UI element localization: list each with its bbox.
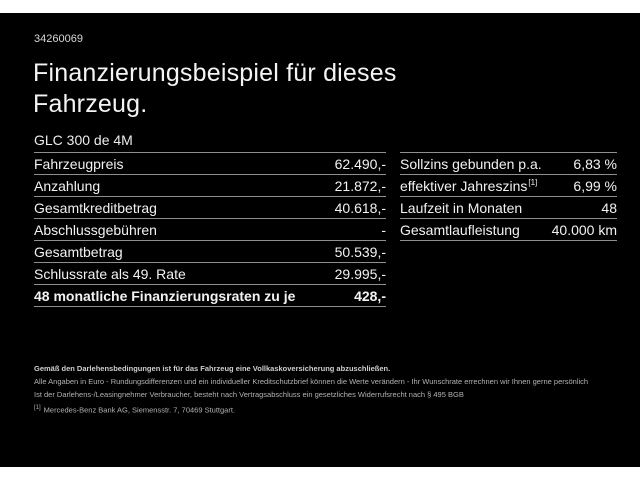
row-value: 428,- [354,287,386,304]
legal-line-withdrawal: Ist der Darlehens-/Leasingnehmer Verbraucher, besteht nach Vertragsabschluss ein gesetzliches Widerrufsrecht nach § 495 BGB [34,390,464,399]
row-value: 6,83 % [573,155,617,172]
table-row [34,152,386,174]
offer-id: 34260069 [34,33,83,45]
page-title-line2: Fahrzeug. [33,90,148,118]
row-value: 62.490,- [334,155,386,172]
row-value: 29.995,- [334,265,386,282]
table-row [34,240,386,262]
legal-line-insurance: Gemäß den Darlehensbedingungen ist für das Fahrzeug eine Vollkaskoversicherung abzuschließen. [34,364,391,373]
row-label: Abschlussgebühren [34,221,157,238]
legal-line-disclaimer: Alle Angaben in Euro - Rundungsdifferenzen und ein individueller Kreditschutzbrief können die Werte verändern - Ihr Wunschrate errechnen wir Ihnen gerne persönlich [34,377,589,386]
row-value: 21.872,- [334,177,386,194]
footnote-marker: [1] [34,405,41,411]
row-value: 50.539,- [334,243,386,260]
legal-text [34,362,614,401]
footnote-text: Mercedes-Benz Bank AG, Siemensstr. 7, 70469 Stuttgart. [43,405,236,415]
table-row [34,218,386,240]
row-label: Gesamtbetrag [34,243,123,260]
table-row [400,218,617,240]
row-label: Schlussrate als 49. Rate [34,265,186,282]
financing-slide [0,13,640,467]
row-label: Laufzeit in Monaten [400,199,523,216]
row-value: 48 [601,199,617,216]
footnote-ref: [1] [528,177,538,187]
table-row [400,196,617,218]
table-row-monthly-rate [34,284,386,306]
row-value: 40.618,- [334,199,386,216]
row-label: effektiver Jahreszins[1] [400,177,538,194]
table-row [400,152,617,174]
conditions-table [400,152,617,241]
row-value: 6,99 % [573,177,617,194]
row-label: Sollzins gebunden p.a. [400,155,542,172]
table-row [34,174,386,196]
row-label: Anzahlung [34,177,101,194]
table-row [400,174,617,196]
financing-table [34,152,386,307]
row-label: Fahrzeugpreis [34,155,124,172]
vehicle-model: GLC 300 de 4M [34,132,133,148]
row-label: Gesamtkreditbetrag [34,199,157,216]
row-label: Gesamtlaufleistung [400,221,520,238]
page-title-line1: Finanzierungsbeispiel für dieses [33,59,397,87]
row-label: 48 monatliche Finanzierungsraten zu je [34,287,296,304]
table-row [34,196,386,218]
footnote [34,405,235,415]
page-title [33,58,397,120]
row-value: - [381,221,386,238]
row-value: 40.000 km [551,221,617,238]
table-row [34,262,386,284]
